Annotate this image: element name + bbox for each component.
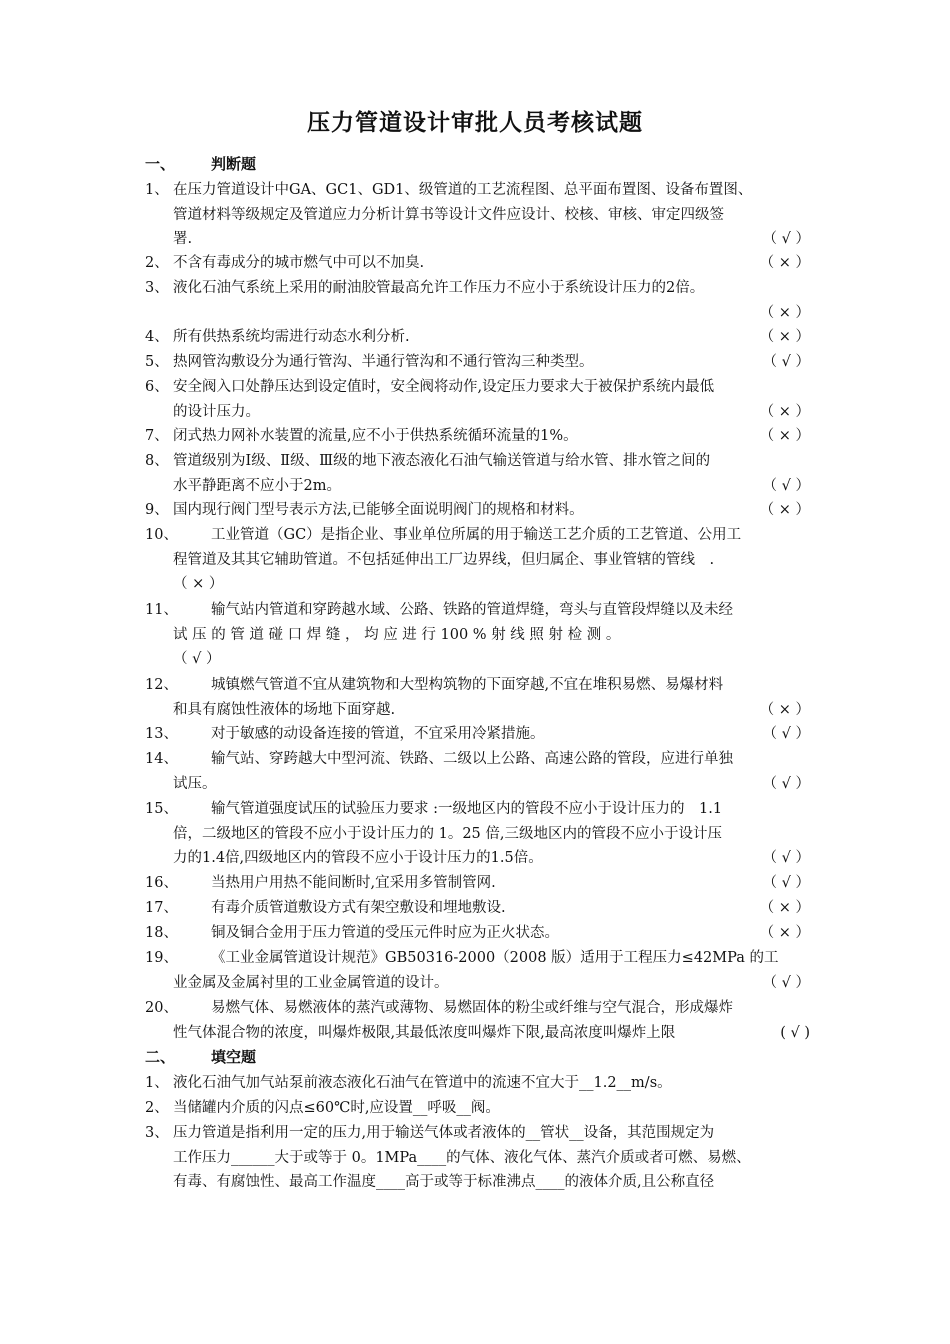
question-number: 9、 <box>145 502 169 518</box>
question-text: 闭式热力网补水装置的流量,应不小于供热系统循环流量的1%。 <box>173 428 578 444</box>
question-line <box>173 424 810 449</box>
question-text: 水平静距离不应小于2m。 <box>173 477 341 494</box>
question-line <box>173 822 810 847</box>
question-text: 程管道及其其它辅助管道。不包括延伸出工厂边界线，但归属企、事业管辖的管线 . <box>173 551 715 568</box>
question-number: 2、 <box>145 255 169 271</box>
question-line <box>173 474 810 499</box>
question-text: 在压力管道设计中GA、GC1、GD1、级管道的工艺流程图、总平面布置图、设备布置图、 <box>173 182 753 198</box>
question-line <box>173 623 810 648</box>
fill-question <box>145 1096 810 1121</box>
question-text: 输气管道强度试压的试验压力要求 :一级地区内的管段不应小于设计压力的 1.1 <box>211 801 723 817</box>
question-number: 12、 <box>145 677 178 693</box>
question-number: 15、 <box>145 801 178 817</box>
question-text: 有毒介质管道敷设方式有架空敷设和埋地敷设. <box>211 900 506 916</box>
question-text: 《工业金属管道设计规范》GB50316-2000（2008 版）适用于工程压力≤42MPa 的工 <box>211 950 779 966</box>
question-number: 18、 <box>145 925 178 941</box>
question-line <box>173 871 810 896</box>
question-text: 倍，二级地区的管段不应小于设计压力的 1。25 倍,三级地区内的管段不应小于设计压 <box>173 825 723 842</box>
question-number: 5、 <box>145 354 169 370</box>
question-text: 试 压 的 管 道 碰 口 焊 缝 ， 均 应 进 行 100 % 射 线 照 射 检 测 。 <box>173 626 621 643</box>
question-text: 易燃气体、易燃液体的蒸汽或薄物、易燃固体的粉尘或纤维与空气混合，形成爆炸 <box>211 1000 733 1016</box>
answer-mark: （ √ ） <box>762 775 810 792</box>
question-line <box>173 276 810 301</box>
question-line <box>173 1096 810 1121</box>
question-line <box>173 797 810 822</box>
judge-question <box>145 598 810 672</box>
question-line <box>173 698 810 723</box>
answer-mark: （ √ ） <box>173 651 221 667</box>
question-number: 4、 <box>145 329 169 345</box>
judge-question <box>145 498 810 523</box>
question-line <box>173 203 810 228</box>
question-line <box>173 946 810 971</box>
question-line <box>173 747 810 772</box>
section-label: 判断题 <box>211 155 257 173</box>
question-text: 对于敏感的动设备连接的管道，不宜采用冷紧措施。 <box>211 726 545 742</box>
answer-mark: （ × ） <box>759 701 810 718</box>
question-text: 输气站内管道和穿跨越水域、公路、铁路的管道焊缝，弯头与直管段焊缝以及未经 <box>211 602 733 618</box>
question-text: 输气站、穿跨越大中型河流、铁路、二级以上公路、高速公路的管段，应进行单独 <box>211 751 733 767</box>
question-text: 当热用户用热不能间断时,宜采用多管制管网. <box>211 875 496 891</box>
question-number: 16、 <box>145 875 178 891</box>
answer-mark: （ × ） <box>759 428 810 444</box>
answer-mark: （ × ） <box>173 576 224 592</box>
section-number: 一、 <box>145 155 176 173</box>
question-number: 1、 <box>145 182 169 198</box>
question-line <box>173 350 810 375</box>
judge-question <box>145 996 810 1045</box>
judge-question <box>145 921 810 946</box>
judge-question <box>145 722 810 747</box>
question-line <box>173 1071 810 1096</box>
question-text: 不含有毒成分的城市燃气中可以不加臭. <box>173 255 425 271</box>
judge-question <box>145 946 810 995</box>
question-number: 10、 <box>145 527 178 543</box>
answer-mark: （ × ） <box>759 403 810 420</box>
question-line <box>173 1021 810 1046</box>
question-line <box>173 1170 810 1195</box>
judge-question <box>145 673 810 722</box>
question-line <box>173 572 810 597</box>
answer-mark: （ × ） <box>759 502 810 518</box>
question-line <box>173 400 810 425</box>
answer-mark: （ × ） <box>759 304 810 321</box>
section-heading <box>145 1046 256 1067</box>
judge-question <box>145 178 810 252</box>
answer-mark: （ × ） <box>759 925 810 941</box>
question-text: 工业管道（GC）是指企业、事业单位所属的用于输送工艺介质的工艺管道、公用工 <box>211 527 742 543</box>
question-line <box>173 896 810 921</box>
question-text: 液化石油气系统上采用的耐油胶管最高允许工作压力不应小于系统设计压力的2倍。 <box>173 280 705 296</box>
question-text: 国内现行阀门型号表示方法,已能够全面说明阀门的规格和材料。 <box>173 502 584 518</box>
answer-mark: （ √ ） <box>762 850 810 866</box>
question-text: 力的1.4倍,四级地区内的管段不应小于设计压力的1.5倍。 <box>173 850 543 866</box>
question-text: 压力管道是指利用一定的压力,用于输送气体或者液体的__管状__设备，其范围规定为 <box>173 1125 715 1141</box>
answer-mark: （ √ ） <box>762 354 810 370</box>
question-line <box>173 647 810 672</box>
question-text: 和具有腐蚀性液体的场地下面穿越. <box>173 701 396 718</box>
question-text: 热网管沟敷设分为通行管沟、半通行管沟和不通行管沟三种类型。 <box>173 354 594 370</box>
question-line <box>173 375 810 400</box>
question-number: 14、 <box>145 751 178 767</box>
judge-question <box>145 276 810 325</box>
question-number: 7、 <box>145 428 169 444</box>
judge-question <box>145 797 810 871</box>
section-label: 填空题 <box>211 1048 257 1066</box>
judge-question <box>145 350 810 375</box>
question-line <box>173 227 810 252</box>
question-text: 管道材料等级规定及管道应力分析计算书等设计文件应设计、校核、审核、审定四级签 <box>173 206 724 223</box>
question-text: 有毒、有腐蚀性、最高工作温度____高于或等于标准沸点____的液体介质,且公称直径 <box>173 1174 715 1190</box>
question-line <box>173 772 810 797</box>
question-text: 性气体混合物的浓度，叫爆炸极限,其最低浓度叫爆炸下限,最高浓度叫爆炸上限 <box>173 1024 676 1041</box>
fill-question <box>145 1071 810 1096</box>
question-text: 安全阀入口处静压达到设定值时，安全阀将动作,设定压力要求大于被保护系统内最低 <box>173 379 715 395</box>
question-text: 业金属及金属衬里的工业金属管道的设计。 <box>173 974 449 991</box>
question-line <box>173 1121 810 1146</box>
question-number: 8、 <box>145 453 169 469</box>
question-line <box>173 301 810 326</box>
section-heading <box>145 153 256 174</box>
fill-question <box>145 1121 810 1195</box>
judge-question <box>145 325 810 350</box>
answer-mark: （ × ） <box>759 329 810 345</box>
question-line <box>173 251 810 276</box>
question-text: 署. <box>173 231 193 247</box>
question-number: 3、 <box>145 280 169 296</box>
judge-question <box>145 523 810 597</box>
question-number: 13、 <box>145 726 178 742</box>
question-line <box>173 846 810 871</box>
question-text: 管道级别为Ⅰ级、Ⅱ级、Ⅲ级的地下液态液化石油气输送管道与给水管、排水管之间的 <box>173 453 711 469</box>
question-text: 城镇燃气管道不宜从建筑物和大型构筑物的下面穿越,不宜在堆积易燃、易爆材料 <box>211 677 724 693</box>
answer-mark: （ √ ） <box>762 974 810 991</box>
question-text: 当储罐内介质的闪点≤60℃时,应设置__呼吸__阀。 <box>173 1100 500 1116</box>
question-line <box>173 673 810 698</box>
judge-question <box>145 871 810 896</box>
question-line <box>173 996 810 1021</box>
question-text: 试压。 <box>173 775 217 792</box>
question-number: 11、 <box>145 602 178 618</box>
answer-mark: （ √ ） <box>762 875 810 891</box>
question-text: 的设计压力。 <box>173 403 260 420</box>
question-line <box>173 1146 810 1171</box>
question-line <box>173 971 810 996</box>
question-number: 20、 <box>145 1000 178 1016</box>
answer-mark: ( √ ) <box>780 1024 810 1041</box>
question-number: 19、 <box>145 950 178 966</box>
answer-mark: （ √ ） <box>762 726 810 742</box>
question-number: 6、 <box>145 379 169 395</box>
answer-mark: （ × ） <box>759 255 810 271</box>
question-line <box>173 548 810 573</box>
question-text: 液化石油气加气站泵前液态液化石油气在管道中的流速不宜大于__1.2__m/s。 <box>173 1075 672 1091</box>
question-number: 17、 <box>145 900 178 916</box>
answer-mark: （ √ ） <box>762 231 810 247</box>
question-line <box>173 598 810 623</box>
judge-question <box>145 424 810 449</box>
question-line <box>173 449 810 474</box>
question-line <box>173 722 810 747</box>
question-line <box>173 523 810 548</box>
section-number: 二、 <box>145 1048 176 1066</box>
judge-question <box>145 251 810 276</box>
page-title: 压力管道设计审批人员考核试题 <box>307 110 643 136</box>
answer-mark: （ × ） <box>759 900 810 916</box>
judge-question <box>145 747 810 796</box>
judge-question <box>145 449 810 498</box>
question-line <box>173 325 810 350</box>
question-text: 所有供热系统均需进行动态水利分析. <box>173 329 410 345</box>
question-line <box>173 178 810 203</box>
question-number: 2、 <box>145 1100 169 1116</box>
judge-question <box>145 375 810 424</box>
question-line <box>173 498 810 523</box>
question-number: 3、 <box>145 1125 169 1141</box>
question-line <box>173 921 810 946</box>
judge-question <box>145 896 810 921</box>
answer-mark: （ √ ） <box>762 477 810 494</box>
question-number: 1、 <box>145 1075 169 1091</box>
question-text: 铜及铜合金用于压力管道的受压元件时应为正火状态。 <box>211 925 559 941</box>
question-text: 工作压力______大于或等于 0。1MPa____的气体、液化气体、蒸汽介质或者可燃、易燃、 <box>173 1149 751 1166</box>
